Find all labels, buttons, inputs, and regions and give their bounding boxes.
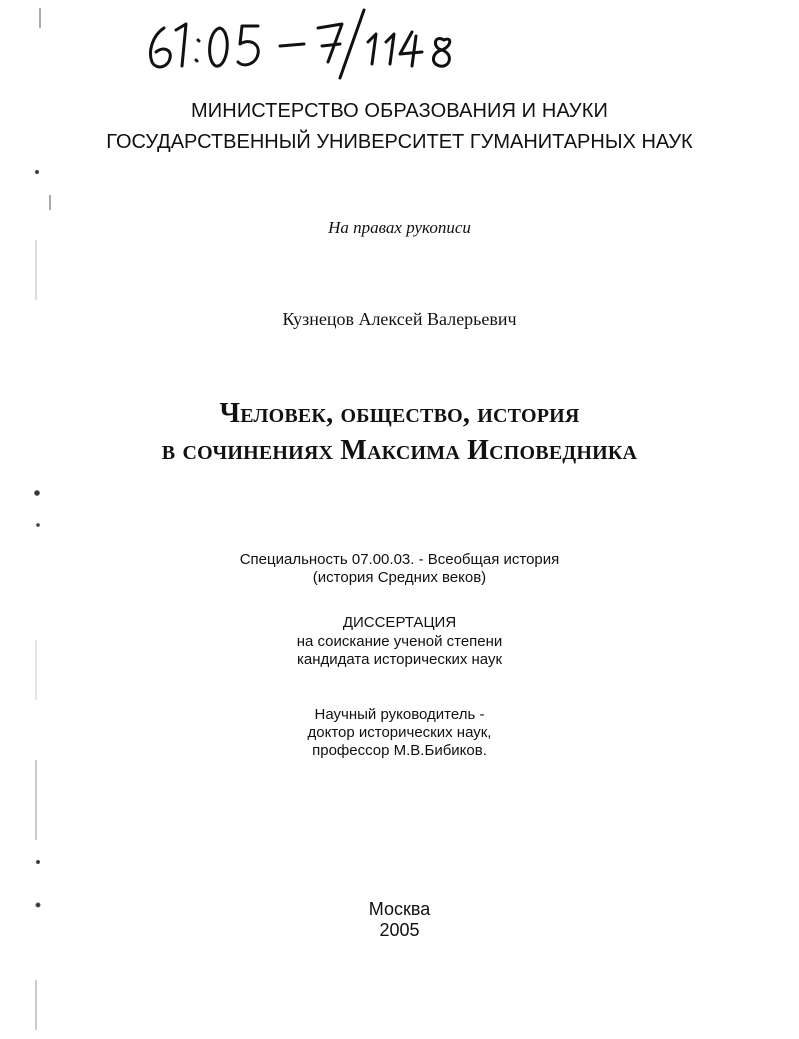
- advisor-line-2: доктор исторических наук,: [307, 724, 492, 741]
- university-heading: ГОСУДАРСТВЕННЫЙ УНИВЕРСИТЕТ ГУМАНИТАРНЫХ НАУК: [106, 131, 693, 153]
- dissertation-heading: ДИССЕРТАЦИЯ: [342, 614, 457, 631]
- place-year: 2005: [379, 920, 420, 940]
- dissertation-degree-line-1: на соискание ученой степени: [296, 633, 503, 650]
- ministry-heading: МИНИСТЕРСТВО ОБРАЗОВАНИЯ И НАУКИ: [191, 100, 608, 122]
- place-city: Москва: [368, 899, 431, 919]
- advisor-line-1: Научный руководитель -: [314, 706, 485, 723]
- handwritten-archive-code: [142, 6, 482, 84]
- dissertation-degree-line-2: кандидата исторических наук: [296, 651, 503, 668]
- specialty-line-1: Специальность 07.00.03. - Всеобщая история: [239, 551, 560, 568]
- dissertation-title-line-1: Человек, общество, история: [219, 398, 580, 429]
- specialty-line-2: (история Средних веков): [312, 569, 487, 586]
- handwriting-drawing: [142, 6, 482, 84]
- author-name: Кузнецов Алексей Валерьевич: [282, 309, 517, 329]
- rights-note: На правах рукописи: [328, 218, 471, 237]
- dissertation-title-line-2: в сочинениях Максима Исповедника: [161, 435, 638, 466]
- advisor-line-3: профессор М.В.Бибиков.: [312, 742, 487, 759]
